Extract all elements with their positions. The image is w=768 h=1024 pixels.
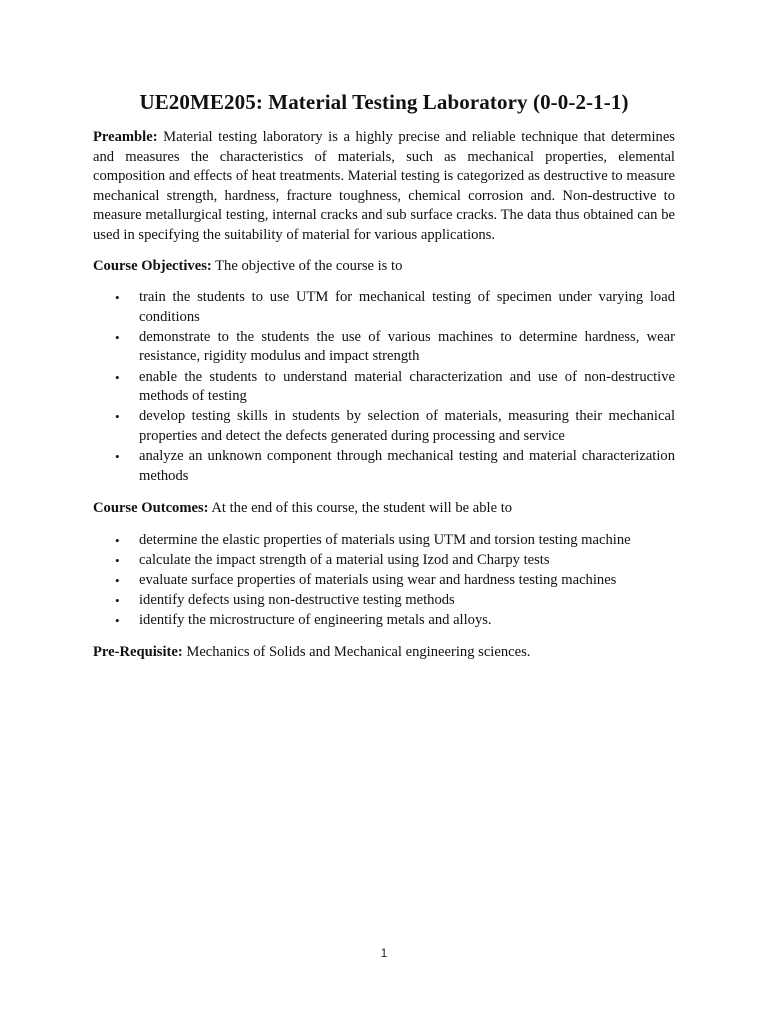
course-outcomes-list	[93, 531, 675, 631]
list-item	[93, 407, 675, 446]
prerequisite-paragraph	[93, 643, 675, 663]
course-outcomes-label: Course Outcomes:	[93, 500, 209, 517]
page-number: 1	[380, 946, 388, 960]
course-objectives-label: Course Objectives:	[93, 257, 212, 274]
list-item	[93, 447, 675, 486]
list-item-text: determine the elastic properties of materials using UTM and torsion testing machine	[139, 531, 631, 548]
page-title: UE20ME205: Material Testing Laboratory (0-0-2-1-1)	[139, 90, 629, 114]
bullet-icon: •	[115, 572, 120, 588]
bullet-icon: •	[115, 409, 120, 425]
list-item-text: enable the students to understand material characterization and use of non-destructive methods of testing	[139, 368, 675, 405]
list-item	[93, 591, 675, 611]
bullet-icon: •	[115, 329, 120, 345]
list-item-text: evaluate surface properties of materials using wear and hardness testing machines	[139, 571, 617, 588]
bullet-icon: •	[115, 613, 120, 629]
list-item-text: develop testing skills in students by selection of materials, measuring their mechanical properties and detect the defects generated during processing and service	[139, 408, 675, 444]
bullet-icon: •	[115, 532, 120, 548]
prerequisite-label: Pre-Requisite:	[93, 643, 183, 660]
list-item	[93, 288, 675, 327]
preamble-text: Material testing laboratory is a highly precise and reliable technique that determines and measures the characteristics of materials, such as mechanical properties, elemental composition and effects of heat treatments. Material testing is categorized as destructive to measure mechanical strength, hardness, fracture toughness, chemical corrosion and. Non-destructive to measure metallurgical testing, internal cracks and sub surface cracks. The data thus obtained can be used in specifying the suitability of material for various applications.	[93, 129, 675, 243]
bullet-icon: •	[115, 592, 120, 608]
course-objectives-heading	[93, 257, 675, 277]
list-item	[93, 531, 675, 551]
bullet-icon: •	[115, 552, 120, 568]
bullet-icon: •	[115, 448, 120, 464]
list-item	[93, 368, 675, 407]
bullet-icon: •	[115, 290, 120, 306]
course-outcomes-intro: At the end of this course, the student will be able to	[208, 500, 513, 517]
list-item-text: demonstrate to the students the use of various machines to determine hardness, wear resistance, rigidity modulus and impact strength	[139, 328, 675, 365]
preamble-label: Preamble:	[93, 129, 158, 145]
bullet-icon: •	[115, 369, 120, 385]
list-item-text: identify defects using non-destructive testing methods	[139, 591, 455, 608]
list-item-text: train the students to use UTM for mechanical testing of specimen under varying load conditions	[139, 289, 675, 325]
list-item	[93, 571, 675, 591]
list-item	[93, 611, 675, 631]
course-objectives-list	[93, 288, 675, 486]
list-item	[93, 551, 675, 571]
list-item-text: analyze an unknown component through mechanical testing and material characterization methods	[139, 447, 675, 484]
prerequisite-text: Mechanics of Solids and Mechanical engineering sciences.	[182, 643, 531, 660]
list-item-text: identify the microstructure of engineering metals and alloys.	[139, 612, 492, 629]
list-item	[93, 328, 675, 367]
list-item-text: calculate the impact strength of a material using Izod and Charpy tests	[139, 551, 550, 568]
course-outcomes-heading	[93, 499, 675, 519]
preamble-paragraph	[93, 128, 675, 246]
document-page	[93, 88, 675, 662]
course-objectives-intro: The objective of the course is to	[211, 257, 403, 274]
